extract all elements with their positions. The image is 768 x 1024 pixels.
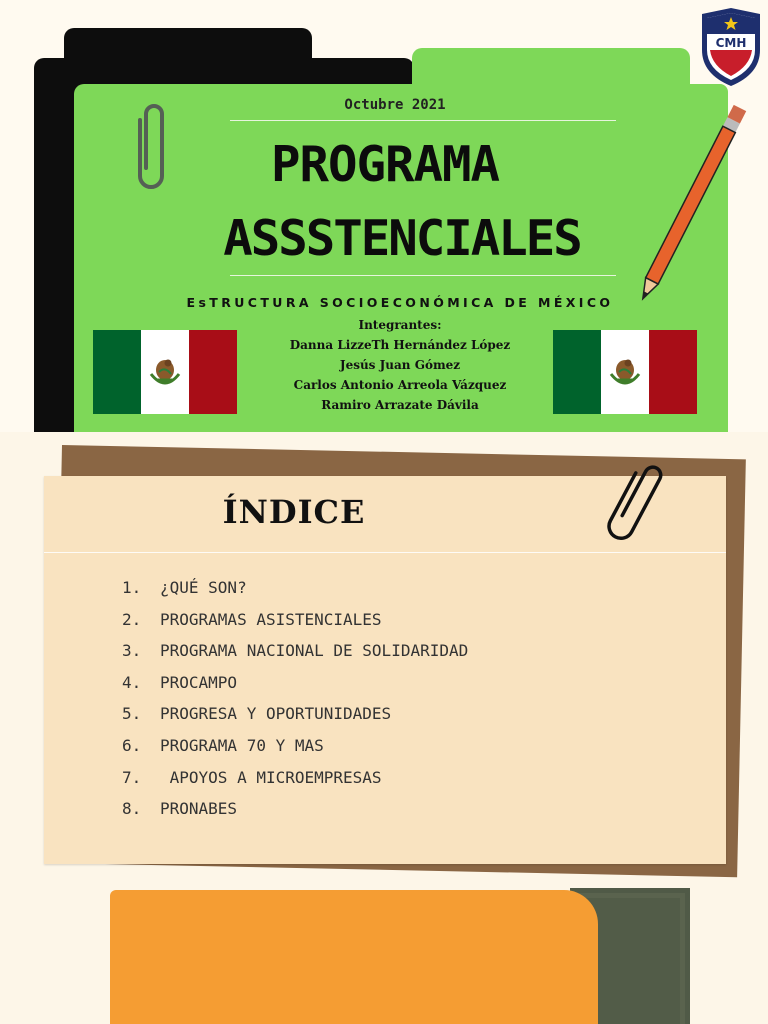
index-item-number: 7. bbox=[122, 767, 142, 787]
divider-bottom bbox=[230, 275, 616, 276]
index-item-number: 1. bbox=[122, 578, 142, 597]
mexico-flag-right bbox=[553, 330, 697, 414]
cover-title-line-1: PROGRAMA bbox=[270, 136, 499, 193]
pencil-icon bbox=[640, 96, 760, 326]
orange-folder bbox=[110, 890, 598, 1024]
index-item-number: 6. bbox=[122, 735, 142, 755]
index-item[interactable] bbox=[122, 798, 682, 830]
members-block bbox=[240, 315, 560, 415]
index-divider bbox=[44, 552, 726, 553]
index-item-label: PROGRAMAS ASISTENCIALES bbox=[160, 609, 382, 629]
index-item-label: PROGRESA Y OPORTUNIDADES bbox=[160, 704, 392, 724]
member-name: Ramiro Arrazate Dávila bbox=[321, 398, 479, 412]
index-item[interactable] bbox=[122, 672, 682, 704]
index-item-label: PROGRAMA NACIONAL DE SOLIDARIDAD bbox=[160, 641, 469, 661]
index-item[interactable] bbox=[122, 735, 682, 767]
index-item-number: 3. bbox=[122, 641, 142, 661]
cover-date: Octubre 2021 bbox=[344, 97, 446, 113]
index-item[interactable] bbox=[122, 640, 682, 672]
index-item-number: 5. bbox=[122, 704, 142, 724]
member-name: Carlos Antonio Arreola Vázquez bbox=[293, 378, 507, 392]
index-item-label: APOYOS A MICROEMPRESAS bbox=[160, 767, 382, 787]
member-name: Jesús Juan Gómez bbox=[339, 358, 461, 372]
black-paper-clip-icon bbox=[606, 444, 676, 544]
index-title: ÍNDICE bbox=[222, 493, 366, 531]
index-item[interactable] bbox=[122, 767, 682, 799]
divider-top bbox=[230, 120, 616, 121]
index-item-label: PROCAMPO bbox=[160, 672, 238, 692]
logo-text: CMH bbox=[715, 36, 747, 50]
member-name: Danna LizzeTh Hernández López bbox=[289, 338, 511, 352]
index-item-label: PROGRAMA 70 Y MAS bbox=[160, 735, 324, 755]
index-item-number: 2. bbox=[122, 609, 142, 629]
index-item-number: 8. bbox=[122, 799, 142, 819]
index-item-label: ¿QUÉ SON? bbox=[160, 578, 247, 597]
coat-of-arms-icon bbox=[605, 352, 645, 392]
cover-title-line-2: ASSSTENCIALES bbox=[223, 210, 581, 267]
index-item-label: PRONABES bbox=[160, 799, 238, 819]
cover-subtitle: EsTRUCTURA SOCIOECONÓMICA DE MÉXICO bbox=[186, 295, 614, 310]
coat-of-arms-icon bbox=[145, 352, 185, 392]
index-list bbox=[122, 577, 682, 830]
cmh-shield-logo bbox=[698, 6, 764, 88]
index-item-number: 4. bbox=[122, 672, 142, 692]
members-label: Integrantes: bbox=[358, 318, 442, 332]
mexico-flag-left bbox=[93, 330, 237, 414]
index-item[interactable] bbox=[122, 703, 682, 735]
index-item[interactable] bbox=[122, 577, 682, 609]
index-item[interactable] bbox=[122, 609, 682, 641]
